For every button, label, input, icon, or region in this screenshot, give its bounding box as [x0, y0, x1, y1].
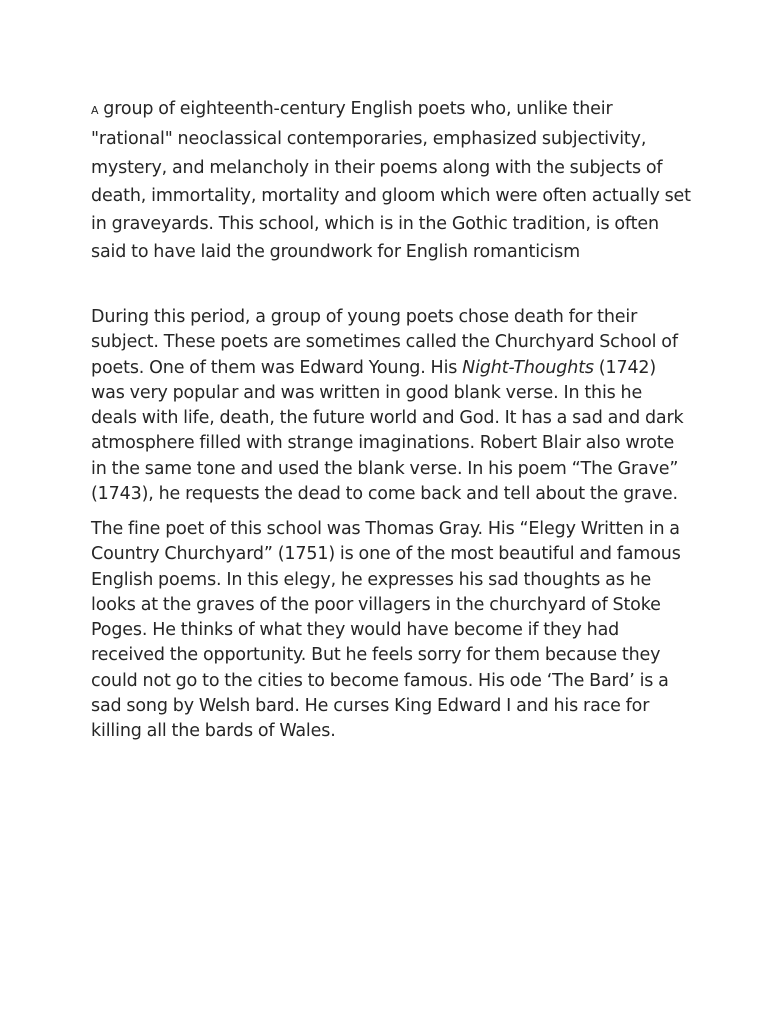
paragraph-text-before-title: During this period, a group of young poets chose death for their subject. These poets are sometimes called the Churchyard School of poets. One of them was Edward Young. His	[91, 307, 678, 378]
paragraph-thomas-gray	[91, 517, 691, 745]
italic-title-night-thoughts: Night-Thoughts	[462, 357, 594, 378]
paragraph-initial: A	[91, 104, 99, 117]
paragraph-text: The fine poet of this school was Thomas Gray. His “Elegy Written in a Country Churchyard” (1751) is one of the most beautiful and famous English poems. In this elegy, he expresses his sad thoughts as he looks at the graves of the poor villagers in the churchyard of Stoke Poges. He thinks of what they would have become if they had received the opportunity. But he feels sorry for them because they could not go to the cities to become famous. His ode ‘The Bard’ is a sad song by Welsh bard. He curses King Edward I and his race for killing all the bards of Wales.	[91, 519, 681, 742]
paragraph-churchyard-school	[91, 305, 691, 507]
paragraph-churchyard-definition	[91, 95, 691, 267]
paragraph-text: group of eighteenth-century English poets who, unlike their "rational" neoclassical contemporaries, emphasized subjectivity, mystery, and melancholy in their poems along with the subjects of death, immortality, mortality and gloom which were often actually set in graveyards. This school, which is in the Gothic tradition, is often said to have laid the groundwork for English romanticism	[91, 99, 691, 263]
paragraph-text-after-title: (1742) was very popular and was written in good blank verse. In this he deals with life, death, the future world and God. It has a sad and dark atmosphere filled with strange imaginations. Robert Blair also wrote in the same tone and used the blank verse. In his poem “The Grave” (1743), he requests the dead to come back and tell about the grave.	[91, 357, 684, 505]
